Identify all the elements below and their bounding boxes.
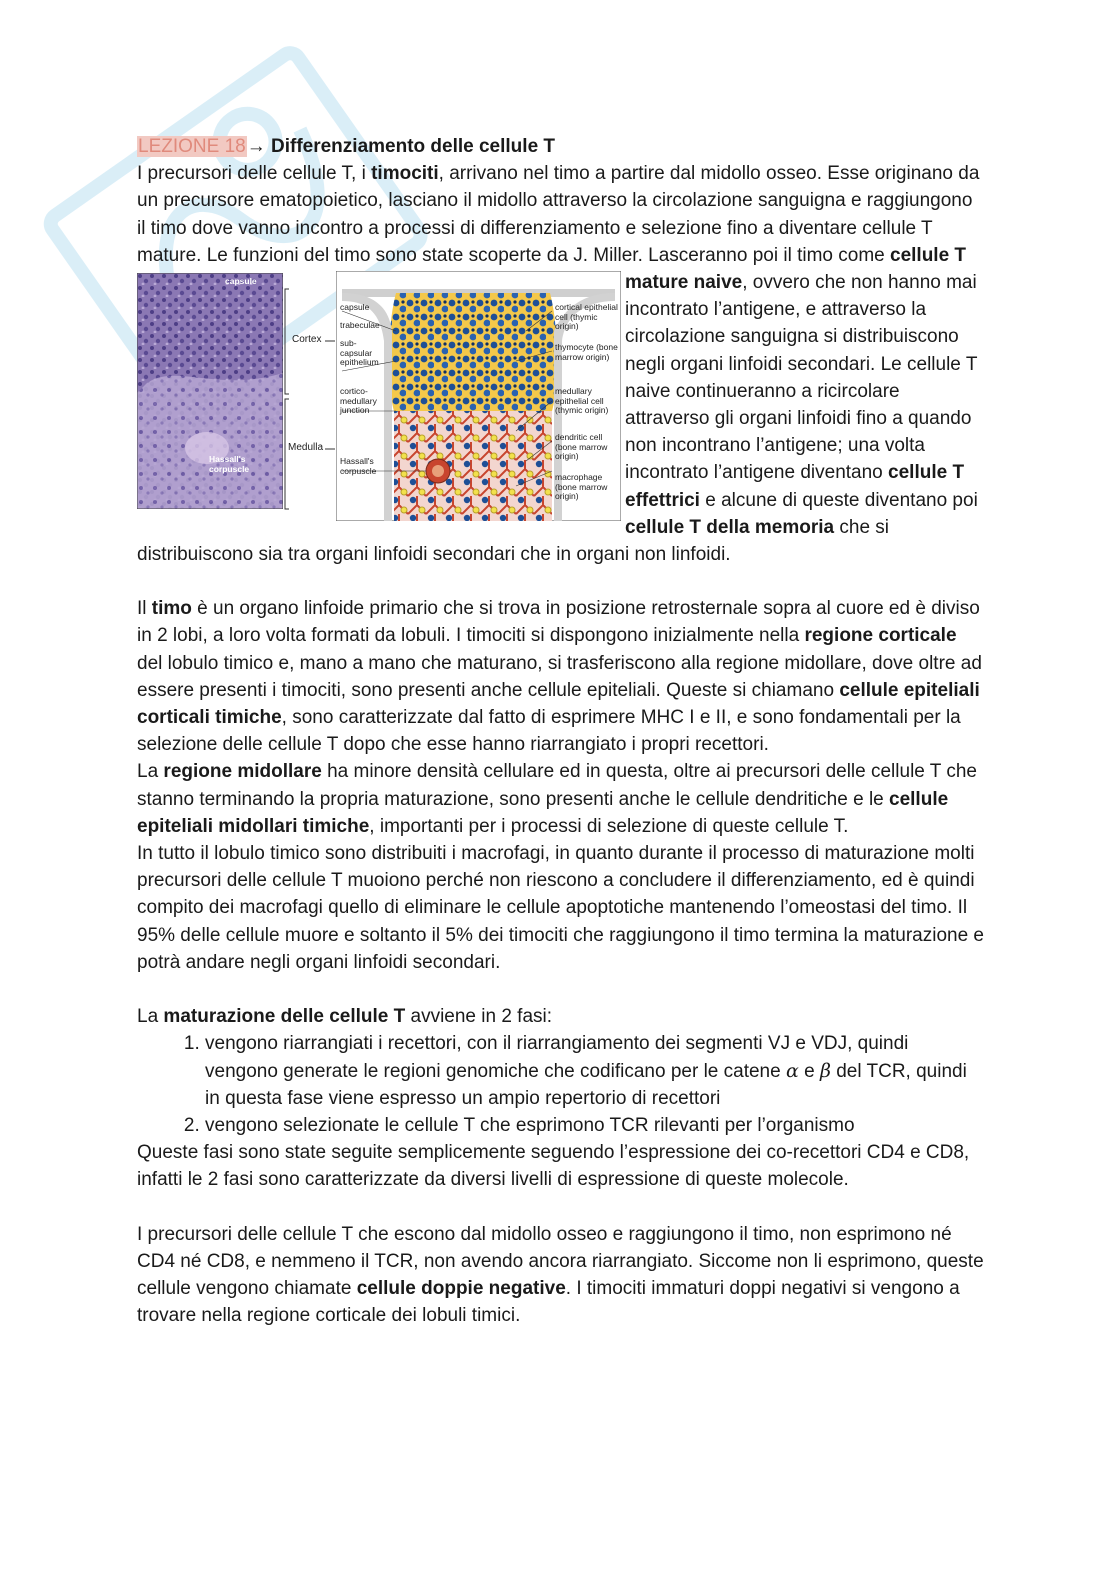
- schematic-left-label: sub-capsular epithelium: [340, 338, 379, 368]
- text-span: Il: [137, 598, 152, 620]
- phases-list: [137, 1030, 985, 1139]
- list-item: 2. vengono selezionate le cellule T che esprimono TCR rilevanti per l’organismo: [205, 1112, 985, 1139]
- text-span: La: [137, 761, 164, 783]
- text-span: che si distribuiscono sia tra organi linfoidi secondari che in organi non linfoidi.: [137, 516, 890, 566]
- beta-symbol: β: [819, 1059, 831, 1082]
- text-span: , ovvero che non hanno mai: [742, 272, 977, 294]
- thymus-figure: [137, 269, 621, 525]
- text-span: , sono caratterizzate dal fatto di esprimere MHC I e II, e sono fondamentali per la selezione delle cellule T dopo che esse hanno riarrangiato i propri recettori.: [137, 707, 961, 756]
- text-span: del lobulo timico e, mano a mano che maturano, si trasferiscono alla regione midollare, dove oltre ad essere presenti i timociti, sono presenti anche cellule epiteliali. Queste si chiamano: [137, 652, 982, 701]
- text-span: , importanti per i processi di selezione di queste cellule T.: [369, 815, 849, 837]
- bold-term: regione corticale: [804, 625, 957, 647]
- paragraph-doppie-negative: [137, 1221, 985, 1330]
- lesson-number: LEZIONE 18: [138, 136, 246, 157]
- bold-term: cellule T effettrici: [625, 462, 965, 511]
- text-span: avviene in 2 fasi:: [405, 1006, 553, 1028]
- text-span: ha minore densità cellulare ed in questa, oltre ai precursori delle cellule T che stanno terminando la propria maturazione, sono presenti anche le cellule dendritiche e le: [137, 761, 977, 810]
- cortex-label: Cortex: [292, 334, 322, 346]
- schematic-left-label: Hassall's corpuscle: [340, 456, 377, 476]
- schematic-right-label: macrophage (bone marrow origin): [555, 472, 608, 502]
- text-span: La: [137, 1006, 164, 1028]
- bold-term: regione midollare: [163, 761, 322, 783]
- lesson-heading: [137, 133, 985, 160]
- text-span: del TCR, quindi in questa fase viene espresso un ampio repertorio di recettori: [205, 1060, 967, 1109]
- text-span: è un organo linfoide primario che si trova in posizione retrosternale sopra al cuore ed è diviso in 2 lobi, a loro volta formati da lobuli. I timociti si dispongono inizialmente nella: [137, 598, 980, 647]
- paragraph-intro: [137, 160, 985, 568]
- alpha-symbol: α: [785, 1059, 799, 1082]
- arrow-icon: →: [246, 136, 266, 157]
- bold-term: maturazione delle cellule T: [163, 1006, 406, 1028]
- text-span: . I timociti immaturi doppi negativi si vengono a trovare nella regione corticale dei lobuli timici.: [137, 1277, 960, 1327]
- bold-term: cellule epiteliali midollari timiche: [137, 788, 949, 837]
- text-span: , arrivano nel timo a partire dal midollo osseo. Esse originano da un precursore ematopoietico, lasciano il midollo attraverso la circolazione sanguigna e raggiungono il timo dove vanno incontro a processi di differenziamento e selezione fino a diventare cellule T mature. Le funzioni del timo sono state scoperte da J. Miller. Lasceranno poi il timo come: [137, 163, 980, 266]
- text-span: incontrato l’antigene, e attraverso la circolazione sanguigna si distribuiscono negli organi linfoidi secondari. Le cellule T naive continueranno a ricircolare attraverso gli organi linfoidi fino a quando non incontrano l’antigene; una volta incontrato l’antigene diventano: [625, 299, 978, 484]
- bold-term: cellule doppie negative: [356, 1277, 566, 1299]
- text-span: I precursori delle cellule T che escono dal midollo osseo e raggiungono il timo, non esprimono né CD4 né CD8, e nemmeno il TCR, non avendo ancora riarrangiato. Siccome non li esprimono, queste cellule vengono chiamate: [137, 1223, 984, 1299]
- bold-term: timo: [151, 598, 192, 620]
- paragraph-midollare: [137, 758, 985, 840]
- medulla-label: Medulla: [288, 442, 324, 454]
- schematic-right-label: cortical epithelial cell (thymic origin): [555, 302, 618, 332]
- document-page: [137, 133, 985, 1329]
- paragraph-corecettori: Queste fasi sono state seguite semplicemente seguendo l’espressione dei co-recettori CD4 e CD8, infatti le 2 fasi sono caratterizzate da diversi livelli di espressione di queste molecole.: [137, 1142, 970, 1191]
- lesson-title: Differenziamento delle cellule T: [271, 136, 556, 157]
- bold-term: cellule T mature naive: [625, 244, 967, 294]
- region-brackets: [283, 269, 335, 519]
- schematic-right-label: medullary epithelial cell (thymic origin): [555, 386, 609, 416]
- schematic-right-label: dendritic cell (bone marrow origin): [555, 432, 608, 462]
- text-span: vengono riarrangiati i recettori, con il riarrangiamento dei segmenti VJ e VDJ, quindi vengono generate le regioni genomiche che codificano per le catene: [205, 1033, 909, 1082]
- micro-capsule-label: capsule: [225, 276, 257, 287]
- schematic-left-label: capsule: [340, 302, 370, 313]
- schematic-left-label: trabeculae: [340, 320, 380, 331]
- micro-hassall-label: Hassall's corpuscle: [209, 454, 250, 474]
- bold-term: cellule T della memoria: [625, 516, 835, 538]
- paragraph-maturazione: [137, 1003, 985, 1030]
- bold-term: timociti: [371, 163, 439, 185]
- paragraph-macrofagi: In tutto il lobulo timico sono distribuiti i macrofagi, in quanto durante il processo di maturazione molti precursori delle cellule T muoiono perché non riescono a concludere il differenziamento, ed è quindi compito dei macrofagi quello di eliminare le cellule apoptotiche mantenendo l’omeostasi del timo. Il 95% delle cellule muore e soltanto il 5% dei timociti che raggiungono il timo termina la maturazione e potrà andare negli organi linfoidi secondari.: [137, 843, 985, 973]
- text-span: e: [798, 1060, 820, 1082]
- schematic-left-label: cortico-medullary junction: [340, 386, 377, 416]
- paragraph-timo: [137, 595, 985, 758]
- list-item: [205, 1030, 985, 1112]
- schematic-right-label: thymocyte (bone marrow origin): [555, 342, 618, 362]
- text-span: e alcune di queste diventano poi: [699, 489, 978, 511]
- text-span: I precursori delle cellule T, i: [137, 163, 372, 185]
- bold-term: cellule epiteliali corticali timiche: [137, 679, 980, 729]
